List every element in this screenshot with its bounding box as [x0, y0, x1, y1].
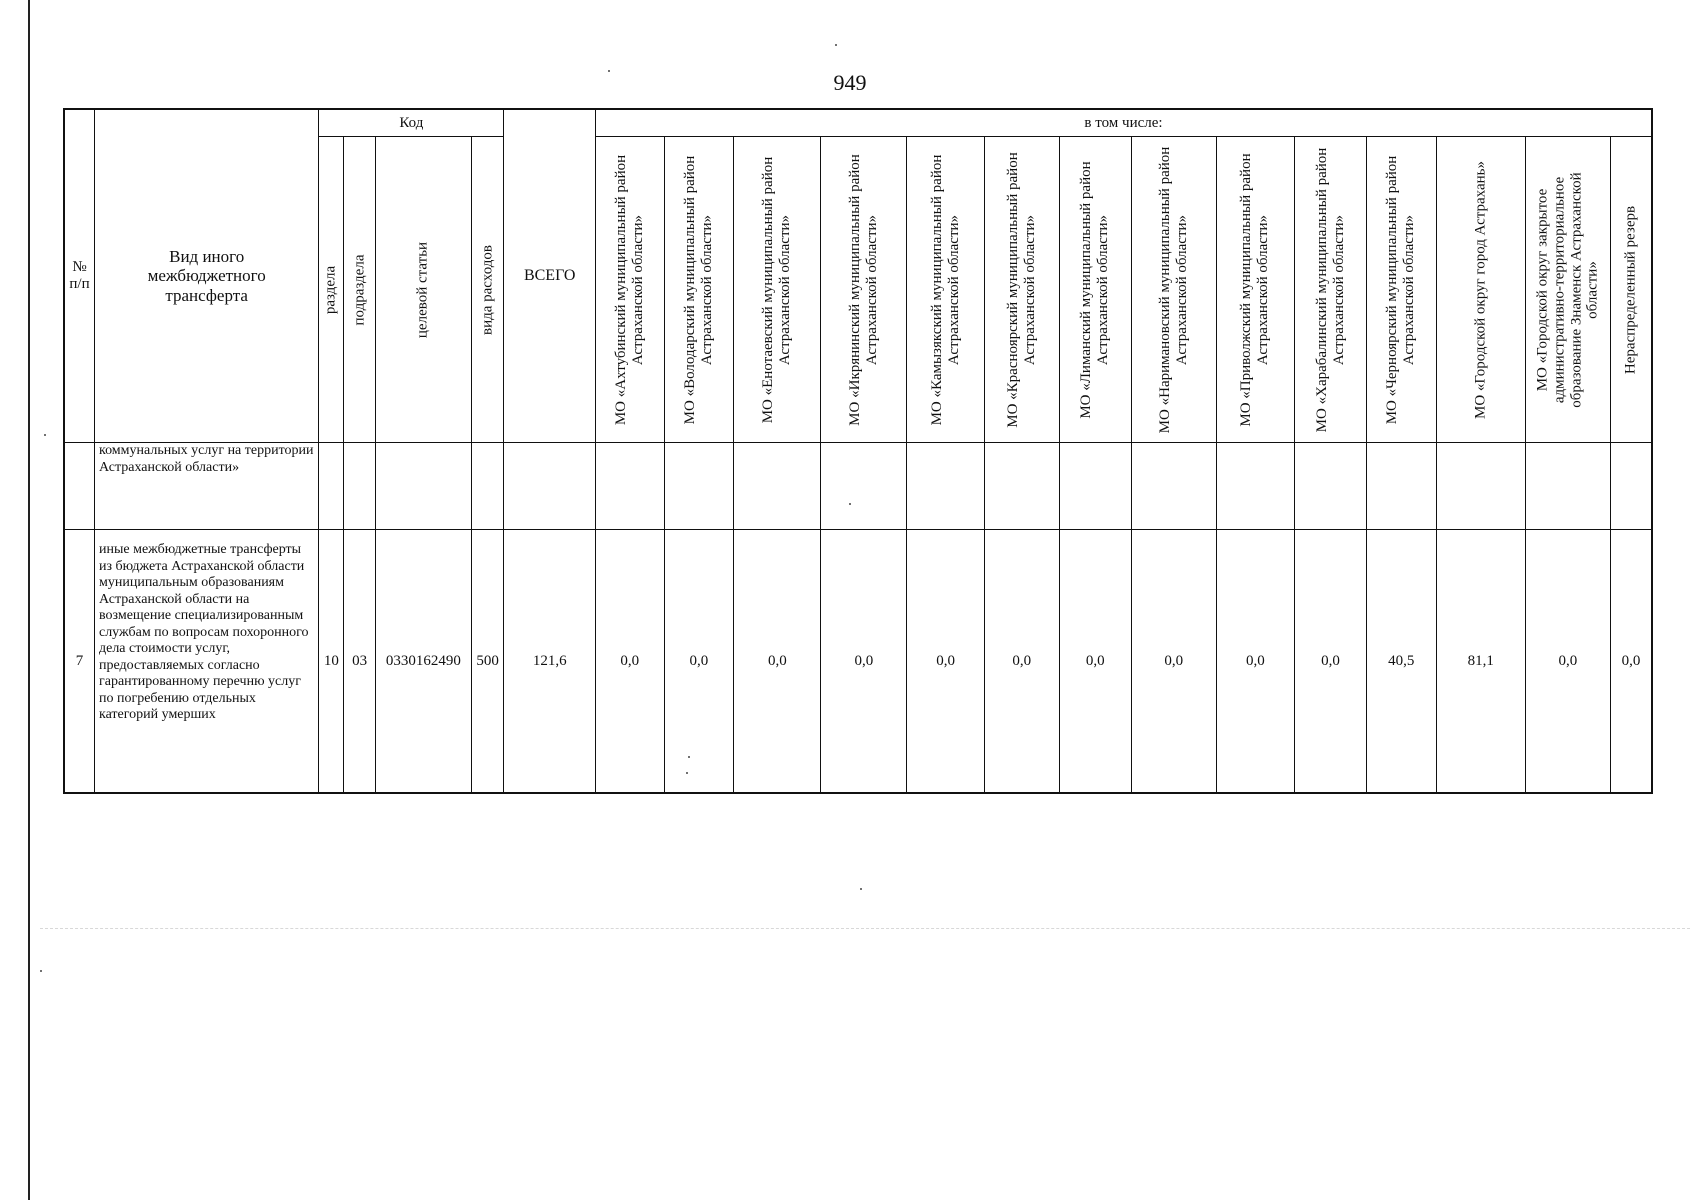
municipality-label: МО «Приволжский муниципальный район Астраханской области»: [1238, 152, 1272, 427]
col-header-municipality: [1216, 137, 1294, 443]
cell-value: [1131, 443, 1216, 530]
col-header-section-label: раздела: [322, 265, 339, 314]
col-header-municipality: [1525, 137, 1610, 443]
municipality-label: МО «Харабалинский муниципальный район Астраханской области»: [1313, 147, 1347, 432]
cell-value: 0,0: [1216, 530, 1294, 794]
col-header-expense-type: [471, 137, 504, 443]
col-header-subsection-label: подраздела: [351, 254, 368, 325]
municipality-label: МО «Городской округ закрытое административно-территориальное образование Знаменск Астраханской области»: [1534, 171, 1601, 408]
col-header-including: [595, 109, 1652, 137]
cell-value: 0,0: [984, 530, 1059, 794]
cell-value: [984, 443, 1059, 530]
scan-fold-line: [40, 928, 1690, 929]
municipality-label: МО «Красноярский муниципальный район Астраханской области»: [1004, 151, 1038, 428]
col-header-subsection: [344, 137, 376, 443]
cell-value: [1436, 443, 1525, 530]
cell-section: [319, 443, 344, 530]
cell-value: 0,0: [734, 530, 821, 794]
col-header-target-article: [375, 137, 471, 443]
cell-value: 0,0: [821, 530, 907, 794]
cell-value: [734, 443, 821, 530]
scan-speck: [44, 434, 46, 436]
transfers-table: [63, 108, 1653, 794]
col-header-municipality: [984, 137, 1059, 443]
col-header-municipality: [664, 137, 734, 443]
col-header-transfer-type: [94, 109, 318, 443]
cell-value: [907, 443, 984, 530]
col-header-municipality: [1131, 137, 1216, 443]
col-header-number-label: № п/п: [69, 259, 90, 292]
cell-expense-type: 500: [471, 530, 504, 794]
cell-value: [1525, 443, 1610, 530]
municipality-label: МО «Черноярский муниципальный район Астраханской области»: [1384, 155, 1418, 424]
reserve-label: Нераспределенный резерв: [1622, 205, 1639, 374]
cell-value: 0,0: [664, 530, 734, 794]
cell-value: 0,0: [1131, 530, 1216, 794]
municipality-label: МО «Икрянинский муниципальный район Астраханской области»: [847, 153, 880, 426]
scan-speck: [835, 44, 837, 46]
col-header-expense-type-label: вида расходов: [479, 244, 496, 335]
municipality-label: МО «Володарский муниципальный район Астраханской области»: [682, 155, 715, 424]
cell-target-article: [375, 443, 471, 530]
cell-value: [1216, 443, 1294, 530]
cell-value: 40,5: [1366, 530, 1436, 794]
col-header-municipality: [1366, 137, 1436, 443]
cell-section: 10: [319, 530, 344, 794]
municipality-label: МО «Городской округ город Астрахань»: [1472, 160, 1489, 419]
cell-value: 0,0: [1059, 530, 1131, 794]
cell-value: 0,0: [595, 530, 664, 794]
cell-target-article: 0330162490: [375, 530, 471, 794]
col-header-transfer-type-label: Вид иного межбюджетного трансферта: [147, 247, 266, 305]
col-header-municipality: [1436, 137, 1525, 443]
col-header-number: [64, 109, 94, 443]
cell-value: [595, 443, 664, 530]
col-header-including-label: в том числе:: [1084, 114, 1163, 131]
municipality-label: МО «Наримановский муниципальный район Астраханской области»: [1156, 146, 1190, 433]
cell-total: [504, 443, 595, 530]
cell-value: 0,0: [1295, 530, 1367, 794]
cell-transfer-type: иные межбюджетные трансферты из бюджета Астраханской области муниципальным образованиям Астраханской области на возмещение специализированным службам по вопросам похоронного дела стоимости услуг, предоставляемых согласно гарантированному перечню услуг по погребению отдельных категорий умерших: [94, 530, 318, 794]
municipality-label: МО «Камызякский муниципальный район Астраханской области»: [928, 154, 962, 425]
cell-value: 0,0: [907, 530, 984, 794]
cell-value: [664, 443, 734, 530]
col-header-municipality: [734, 137, 821, 443]
cell-subsection: [344, 443, 376, 530]
cell-total: 121,6: [504, 530, 595, 794]
col-header-municipality: [1059, 137, 1131, 443]
municipality-label: МО «Лиманский муниципальный район Астраханской области»: [1078, 160, 1112, 419]
cell-value: [821, 443, 907, 530]
scan-speck: [608, 70, 610, 72]
cell-value: 0,0: [1610, 530, 1652, 794]
col-header-total-label: ВСЕГО: [523, 267, 576, 285]
page-number: 949: [833, 70, 867, 95]
col-header-code: [319, 109, 504, 137]
cell-number: [64, 443, 94, 530]
cell-value: 0,0: [1525, 530, 1610, 794]
scan-speck: [860, 888, 862, 890]
col-header-target-article-label: целевой статьи: [414, 241, 431, 338]
table-row-7: [64, 530, 1652, 794]
table-row-continuation: [64, 443, 1652, 530]
col-header-municipality: [1295, 137, 1367, 443]
binding-margin-line: [28, 0, 30, 1200]
col-header-municipality: [821, 137, 907, 443]
cell-value: 81,1: [1436, 530, 1525, 794]
col-header-code-label: Код: [399, 114, 424, 131]
cell-value: [1366, 443, 1436, 530]
cell-value: [1610, 443, 1652, 530]
cell-expense-type: [471, 443, 504, 530]
cell-value: [1059, 443, 1131, 530]
col-header-section: [319, 137, 344, 443]
col-header-total: [504, 109, 595, 443]
cell-number: 7: [64, 530, 94, 794]
col-header-municipality: [907, 137, 984, 443]
scan-speck: [40, 970, 42, 972]
municipality-label: МО «Енотаевский муниципальный район Астраханской области»: [760, 156, 794, 423]
col-header-municipality: [595, 137, 664, 443]
cell-value: [1295, 443, 1367, 530]
col-header-reserve: [1610, 137, 1652, 443]
cell-transfer-type: коммунальных услуг на территории Астраханской области»: [94, 443, 318, 530]
cell-subsection: 03: [344, 530, 376, 794]
municipality-label: МО «Ахтубинский муниципальный район Астраханской области»: [612, 154, 646, 425]
header-row-top: [64, 109, 1652, 137]
